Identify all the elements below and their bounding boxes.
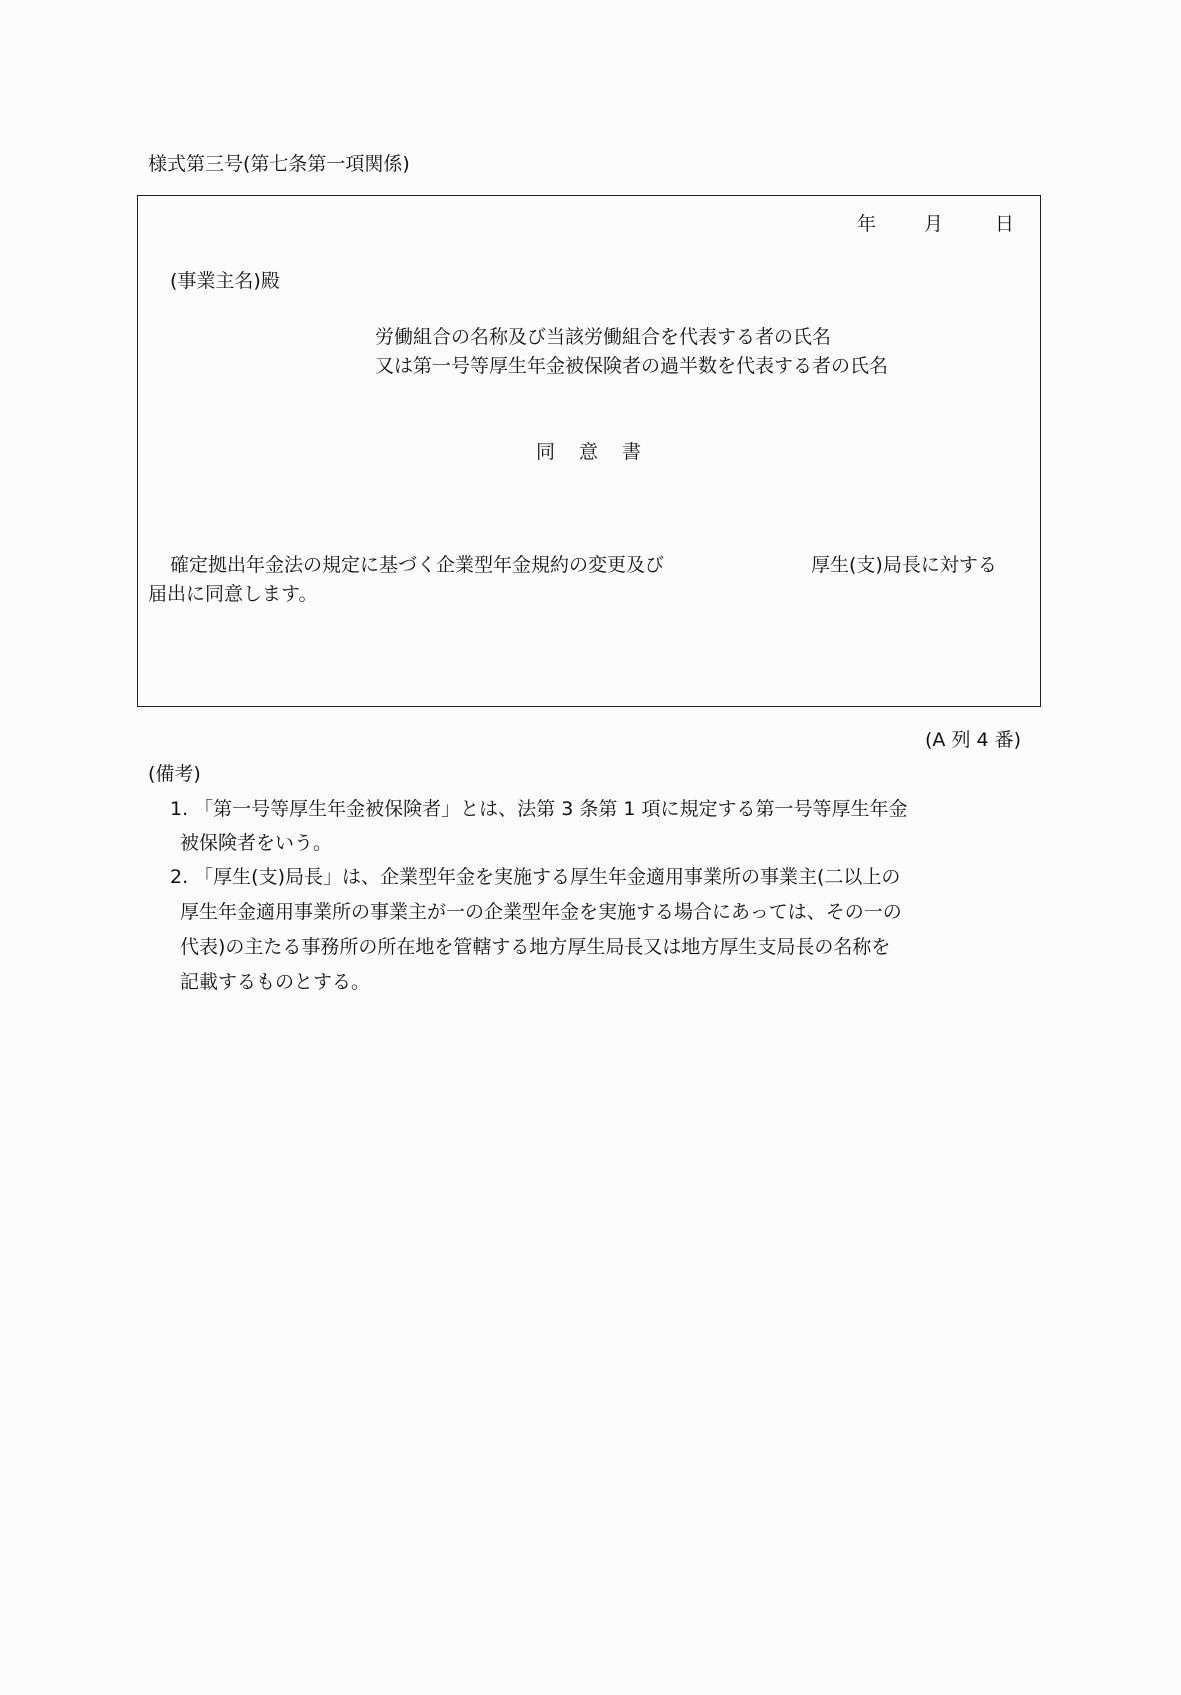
remark-note-2-line-2: 厚生年金適用事業所の事業主が一の企業型年金を実施する場合にあっては、その一の (180, 901, 902, 923)
date-field (857, 215, 1014, 234)
remark-note-1-line-2: 被保険者をいう。 (180, 832, 333, 854)
consent-body-line-2: 届出に同意します。 (148, 583, 318, 605)
addressee: (事業主名)殿 (170, 270, 280, 292)
document-title-char: 書 (622, 441, 642, 463)
document-title (536, 443, 665, 462)
consent-body-line-1: 確定拠出年金法の規定に基づく企業型年金規約の変更及び (170, 554, 665, 576)
remark-note-2-line-3: 代表)の主たる事務所の所在地を管轄する地方厚生局長又は地方厚生支局長の名称を (180, 936, 891, 958)
remarks-heading: (備考) (148, 763, 201, 785)
representative-line-2: 又は第一号等厚生年金被保険者の過半数を代表する者の氏名 (375, 355, 889, 377)
remark-note-1-line-1: 1. 「第一号等厚生年金被保険者」とは、法第 3 条第 1 項に規定する第一号等厚生年金 (170, 798, 908, 820)
year-label: 年 (857, 213, 877, 235)
representative-line-1: 労働組合の名称及び当該労働組合を代表する者の氏名 (375, 326, 832, 348)
month-label: 月 (924, 213, 944, 235)
paper-size-note: (A 列 4 番) (925, 729, 1022, 751)
document-title-char: 意 (579, 441, 599, 463)
consent-body-line-1-authority: 厚生(支)局長に対する (811, 554, 997, 576)
form-title: 様式第三号(第七条第一項関係) (148, 153, 410, 175)
day-label: 日 (995, 213, 1015, 235)
remark-note-2-line-1: 2. 「厚生(支)局長」は、企業型年金を実施する厚生年金適用事業所の事業主(二以上の (170, 866, 901, 888)
document-title-char: 同 (536, 441, 556, 463)
remark-note-2-line-4: 記載するものとする。 (180, 971, 371, 993)
